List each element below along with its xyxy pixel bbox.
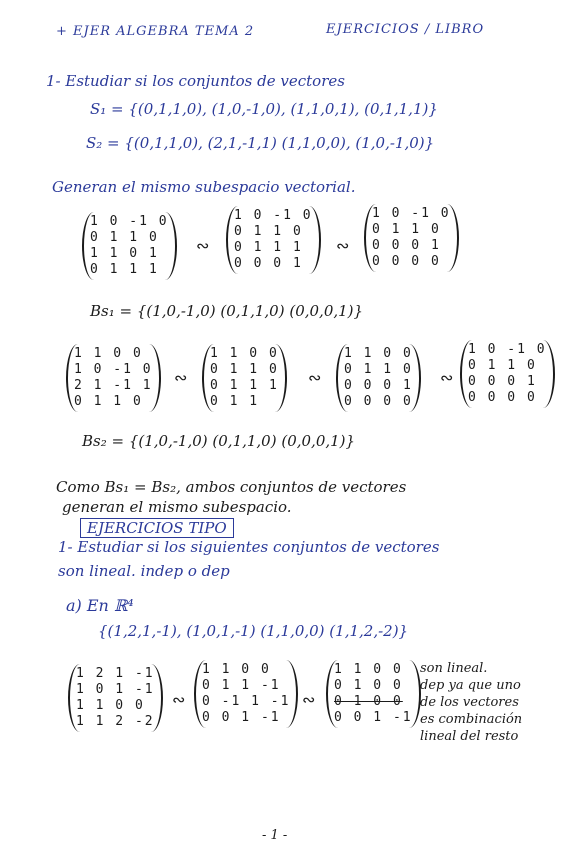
matrix-row: 1 0 -1 0	[468, 342, 547, 357]
matrix-tipo-1	[194, 660, 298, 728]
matrix-s1-0	[82, 212, 177, 280]
matrix-row: 0 0 0 0	[344, 394, 413, 409]
matrix-row: 0 -1 1 -1	[202, 694, 291, 709]
matrix-row: 0 1 1 0	[372, 222, 441, 237]
conclusion-line-2: generan el mismo subespacio.	[62, 498, 292, 516]
section-title-box	[80, 518, 234, 538]
matrix-row: 1 0 -1 0	[234, 208, 313, 223]
matrix-s2-1	[202, 344, 287, 412]
matrix-row: 1 2 1 -1	[76, 666, 155, 681]
matrix-row: 1 0 -1 0	[372, 206, 451, 221]
matrix-row: 1 1 0 0	[210, 346, 279, 361]
matrix-row: 1 1 0 0	[76, 698, 145, 713]
matrix-row: 1 1 0 0	[344, 346, 413, 361]
note-line: de los vectores	[420, 695, 519, 710]
matrix-row: 1 0 -1 0	[74, 362, 153, 377]
ex1-s1: S₁ = {(0,1,1,0), (1,0,-1,0), (1,1,0,1), (0,1,1,1)}	[90, 100, 438, 118]
equivalence-symbol: ∾	[440, 368, 454, 387]
matrix-row: 0 0 1 -1	[334, 710, 413, 725]
matrix-row: 1 1 0 0	[74, 346, 143, 361]
matrix-row: 0 1 1 0	[74, 394, 143, 409]
matrix-s2-2	[336, 344, 421, 412]
matrix-row: 1 1 0 1	[90, 246, 159, 261]
matrix-row: 0 0 0 1	[372, 238, 441, 253]
ex1-question: Generan el mismo subespacio vectorial.	[52, 178, 356, 196]
matrix-row: 0 1 1 1	[90, 262, 159, 277]
dependency-note	[420, 660, 522, 745]
bs2-basis: Bs₂ = {(1,0,-1,0) (0,1,1,0) (0,0,0,1)}	[82, 432, 356, 450]
matrix-s2-0	[66, 344, 161, 412]
matrix-row: 0 1 0 0	[334, 678, 403, 693]
matrix-tipo-2	[326, 660, 421, 728]
matrix-row: 0 1 1	[210, 394, 260, 409]
matrix-row: 0 0 0 1	[468, 374, 537, 389]
note-line: dep ya que uno	[420, 678, 521, 693]
page-number: - 1 -	[262, 828, 288, 843]
equivalence-symbol: ∾	[174, 368, 188, 387]
matrix-s2-3	[460, 340, 555, 408]
equivalence-symbol: ∾	[302, 690, 316, 709]
note-line: es combinación	[420, 712, 523, 727]
matrix-row: 0 0 0 1	[344, 378, 413, 393]
matrix-row: 0 0 0 1	[234, 256, 303, 271]
matrix-row: 0 1 1 1	[234, 240, 303, 255]
matrix-row: 0 1 1 0	[344, 362, 413, 377]
matrix-row: 0 0 0 0	[468, 390, 537, 405]
matrix-row: 1 1 0 0	[202, 662, 271, 677]
matrix-row-struck: 0 1 0 0	[334, 694, 403, 709]
note-line: son lineal.	[420, 661, 488, 676]
ex1-statement: 1- Estudiar si los conjuntos de vectores	[46, 72, 345, 90]
section-title: EJERCICIOS TIPO	[87, 519, 227, 537]
matrix-row: 0 0 0 0	[372, 254, 441, 269]
matrix-row: 1 0 1 -1	[76, 682, 155, 697]
tipo-statement-1: 1- Estudiar si los siguientes conjuntos de vectores	[58, 538, 440, 556]
conclusion-line-1: Como Bs₁ = Bs₂, ambos conjuntos de vectores	[56, 478, 407, 496]
tipo-statement-2: son lineal. indep o dep	[58, 562, 230, 580]
header-right: EJERCICIOS / LIBRO	[326, 22, 485, 37]
matrix-row: 0 1 1 0	[234, 224, 303, 239]
matrix-row: 1 1 0 0	[334, 662, 403, 677]
matrix-row: 0 1 1 -1	[202, 678, 281, 693]
matrix-tipo-0	[68, 664, 163, 732]
equivalence-symbol: ∾	[336, 236, 350, 255]
bs1-basis: Bs₁ = {(1,0,-1,0) (0,1,1,0) (0,0,0,1)}	[90, 302, 364, 320]
equivalence-symbol: ∾	[172, 690, 186, 709]
matrix-row: 0 1 1 0	[468, 358, 537, 373]
matrix-row: 0 1 1 0	[90, 230, 159, 245]
matrix-row: 0 1 1 1	[210, 378, 279, 393]
vector-set: {(1,2,1,-1), (1,0,1,-1) (1,1,0,0) (1,1,2,-2)}	[98, 622, 409, 640]
part-a-label: a) En ℝ⁴	[66, 596, 134, 615]
matrix-row: 2 1 -1 1	[74, 378, 153, 393]
matrix-row: 0 1 1 0	[210, 362, 279, 377]
note-line: lineal del resto	[420, 729, 519, 744]
matrix-row: 0 0 1 -1	[202, 710, 281, 725]
header-left: + EJER ALGEBRA TEMA 2	[56, 24, 255, 39]
equivalence-symbol: ∾	[196, 236, 210, 255]
matrix-row: 1 1 2 -2	[76, 714, 155, 729]
matrix-s1-1	[226, 206, 321, 274]
matrix-s1-2	[364, 204, 459, 272]
equivalence-symbol: ∾	[308, 368, 322, 387]
ex1-s2: S₂ = {(0,1,1,0), (2,1,-1,1) (1,1,0,0), (1,0,-1,0)}	[86, 134, 435, 152]
matrix-row: 1 0 -1 0	[90, 214, 169, 229]
